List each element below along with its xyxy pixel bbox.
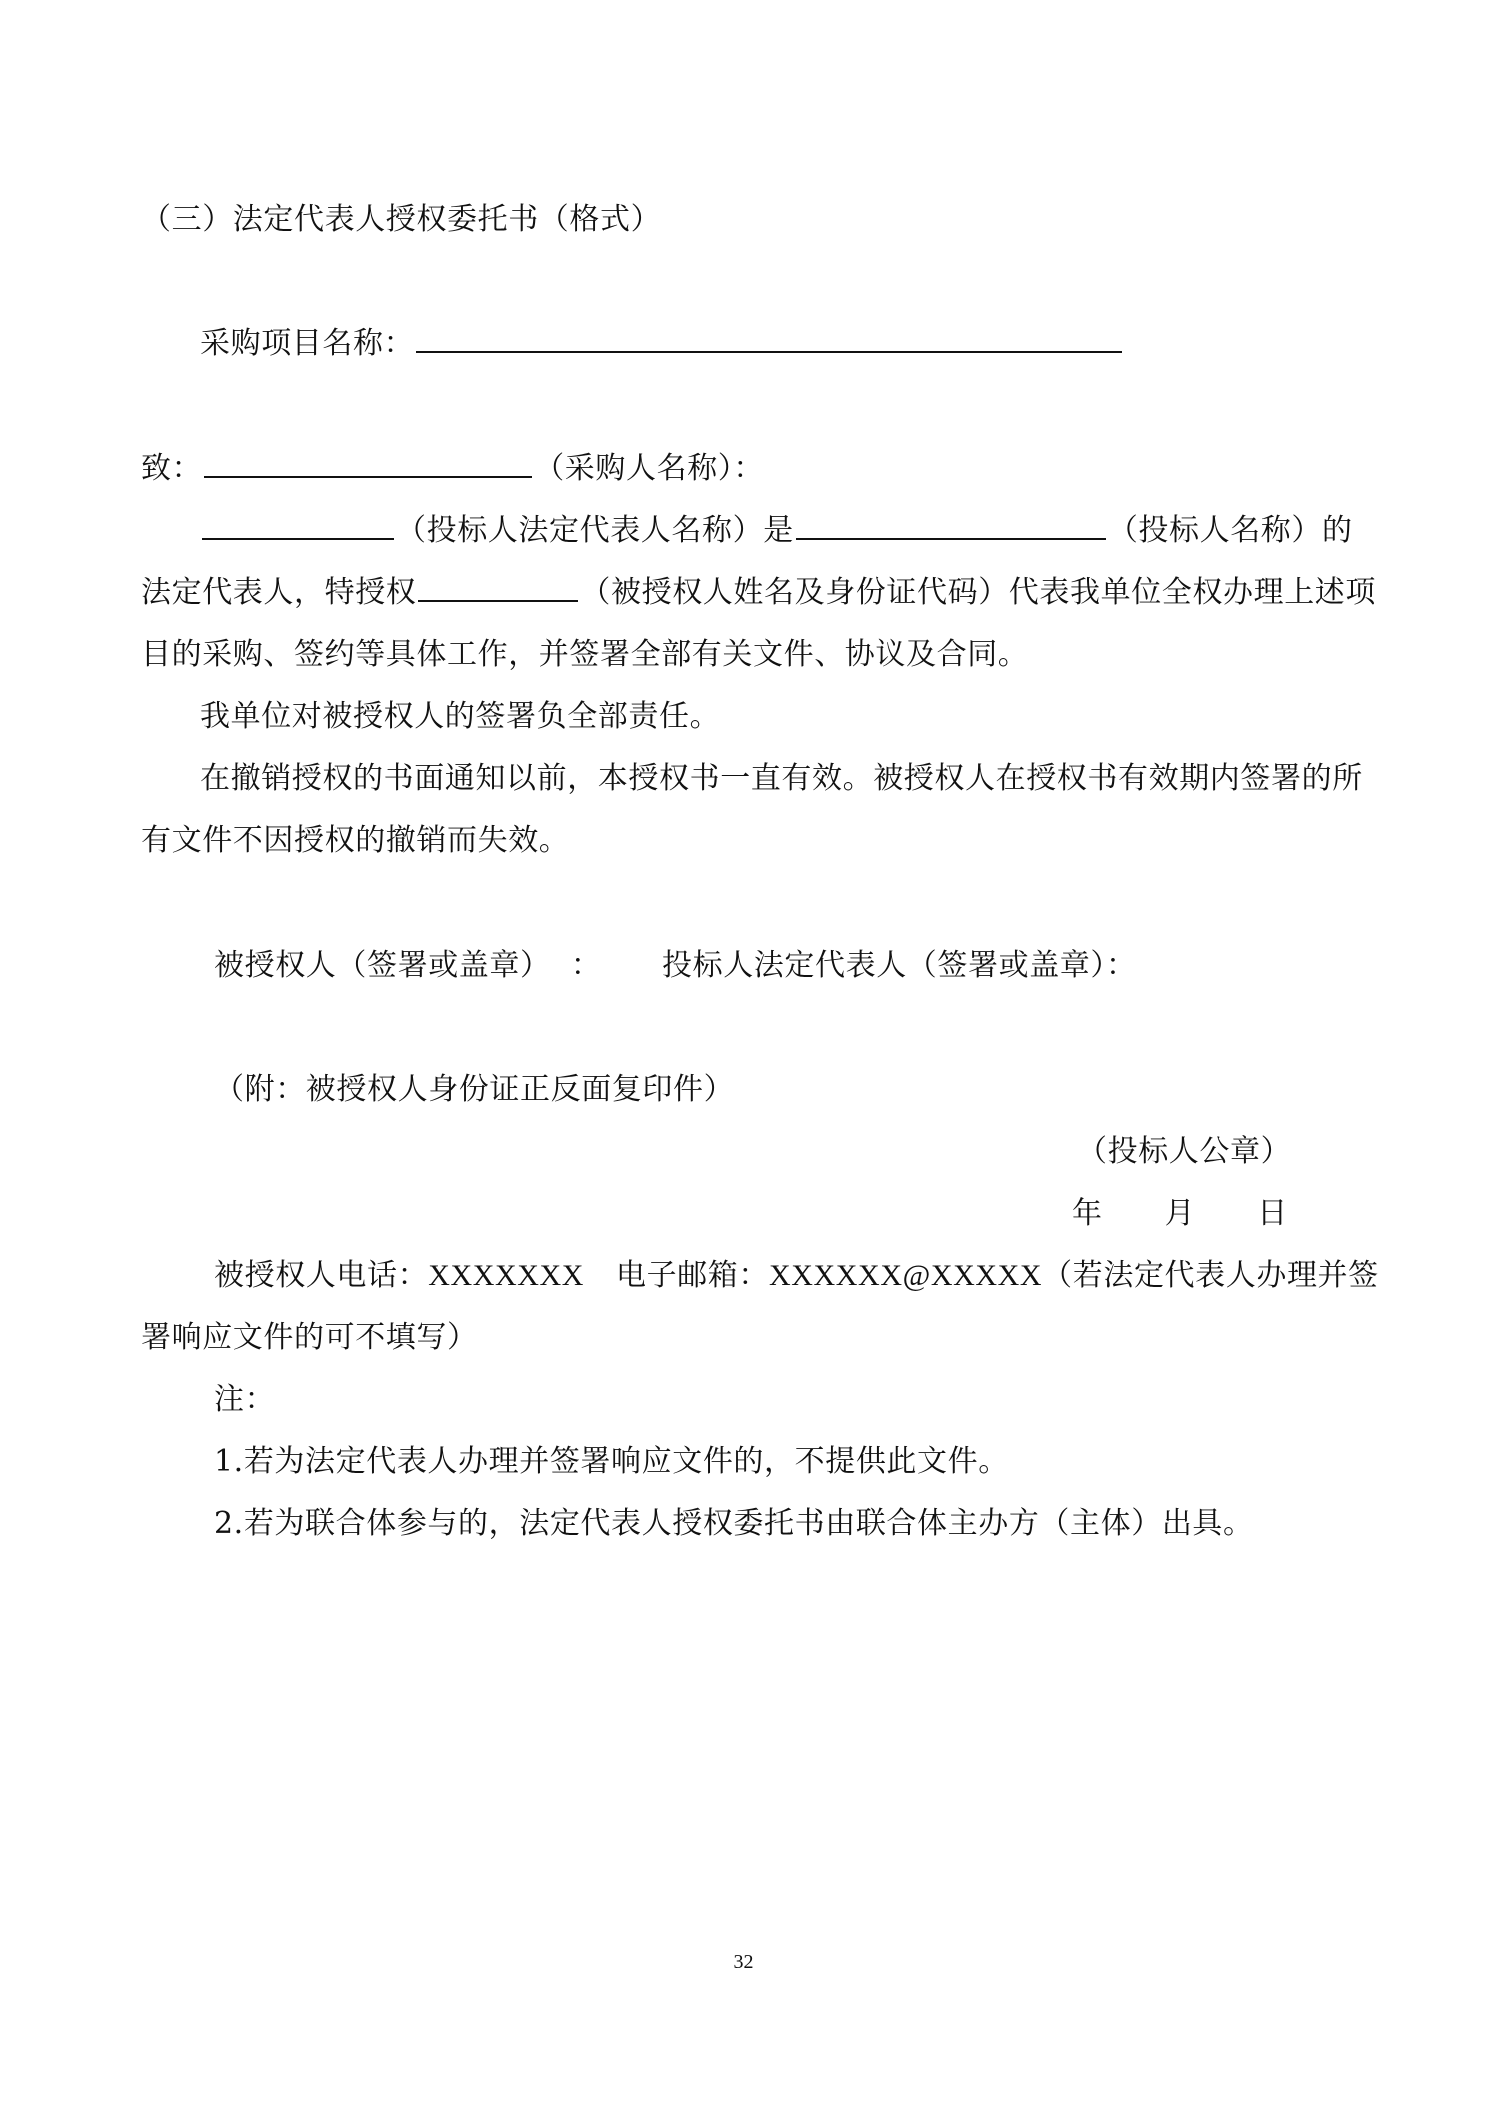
purchaser-name-blank[interactable] bbox=[204, 450, 532, 478]
recipient-prefix: 致： bbox=[141, 451, 203, 486]
contact-email bbox=[616, 1256, 1379, 1296]
para1-line3: 目的采购、签约等具体工作，并签署全部有关文件、协议及合同。 bbox=[141, 637, 1029, 672]
recipient-line bbox=[141, 449, 764, 489]
para1-line2-suffix: （被授权人姓名及身份证代码）代表我单位全权办理上述项 bbox=[580, 575, 1377, 610]
para1-part1: （投标人法定代表人名称）是 bbox=[396, 513, 794, 548]
project-name-line bbox=[200, 324, 1124, 364]
email-value: XXXXXX@XXXXX bbox=[769, 1259, 1043, 1292]
legal-rep-name-blank[interactable] bbox=[202, 512, 394, 540]
email-label: 电子邮箱： bbox=[616, 1258, 769, 1293]
phone-label: 被授权人电话： bbox=[214, 1258, 429, 1293]
date-year: 年 bbox=[1072, 1196, 1103, 1231]
project-name-blank[interactable] bbox=[416, 325, 1122, 353]
page-number: 32 bbox=[733, 1951, 754, 1973]
para1-line2 bbox=[141, 573, 1376, 613]
recipient-suffix: （采购人名称）： bbox=[534, 451, 765, 486]
para3-line2: 有文件不因授权的撤销而失效。 bbox=[141, 823, 570, 858]
phone-value: XXXXXXX bbox=[428, 1259, 585, 1292]
section-heading: （三）法定代表人授权委托书（格式） bbox=[141, 202, 662, 237]
legal-rep-signature-label: 投标人法定代表人（签署或盖章）： bbox=[662, 948, 1137, 983]
bidder-seal-label: （投标人公章） bbox=[1077, 1134, 1292, 1169]
project-name-label: 采购项目名称： bbox=[200, 326, 415, 361]
para1-part2: （投标人名称）的 bbox=[1107, 513, 1353, 548]
authorized-signature-label: 被授权人（签署或盖章） ： bbox=[214, 948, 602, 983]
note-item-1: 1.若为法定代表人办理并签署响应文件的，不提供此文件。 bbox=[214, 1444, 1009, 1479]
date-line bbox=[1072, 1194, 1288, 1234]
contact-line2: 署响应文件的可不填写） bbox=[141, 1320, 478, 1355]
contact-line1 bbox=[214, 1256, 584, 1296]
note-item-2: 2.若为联合体参与的，法定代表人授权委托书由联合体主办方（主体）出具。 bbox=[214, 1506, 1254, 1541]
date-month: 月 bbox=[1164, 1196, 1196, 1231]
para2: 我单位对被授权人的签署负全部责任。 bbox=[200, 699, 721, 734]
para1-line1 bbox=[200, 511, 1353, 551]
authorized-person-blank[interactable] bbox=[418, 574, 578, 602]
date-day: 日 bbox=[1257, 1196, 1288, 1231]
notes-title: 注： bbox=[214, 1382, 276, 1417]
bidder-name-blank[interactable] bbox=[796, 512, 1106, 540]
para1-line2-prefix: 法定代表人，特授权 bbox=[141, 575, 417, 610]
para3-line1: 在撤销授权的书面通知以前，本授权书一直有效。被授权人在授权书有效期内签署的所 bbox=[200, 761, 1363, 796]
attachment-note: （附：被授权人身份证正反面复印件） bbox=[214, 1072, 735, 1107]
email-note: （若法定代表人办理并签 bbox=[1042, 1258, 1379, 1293]
